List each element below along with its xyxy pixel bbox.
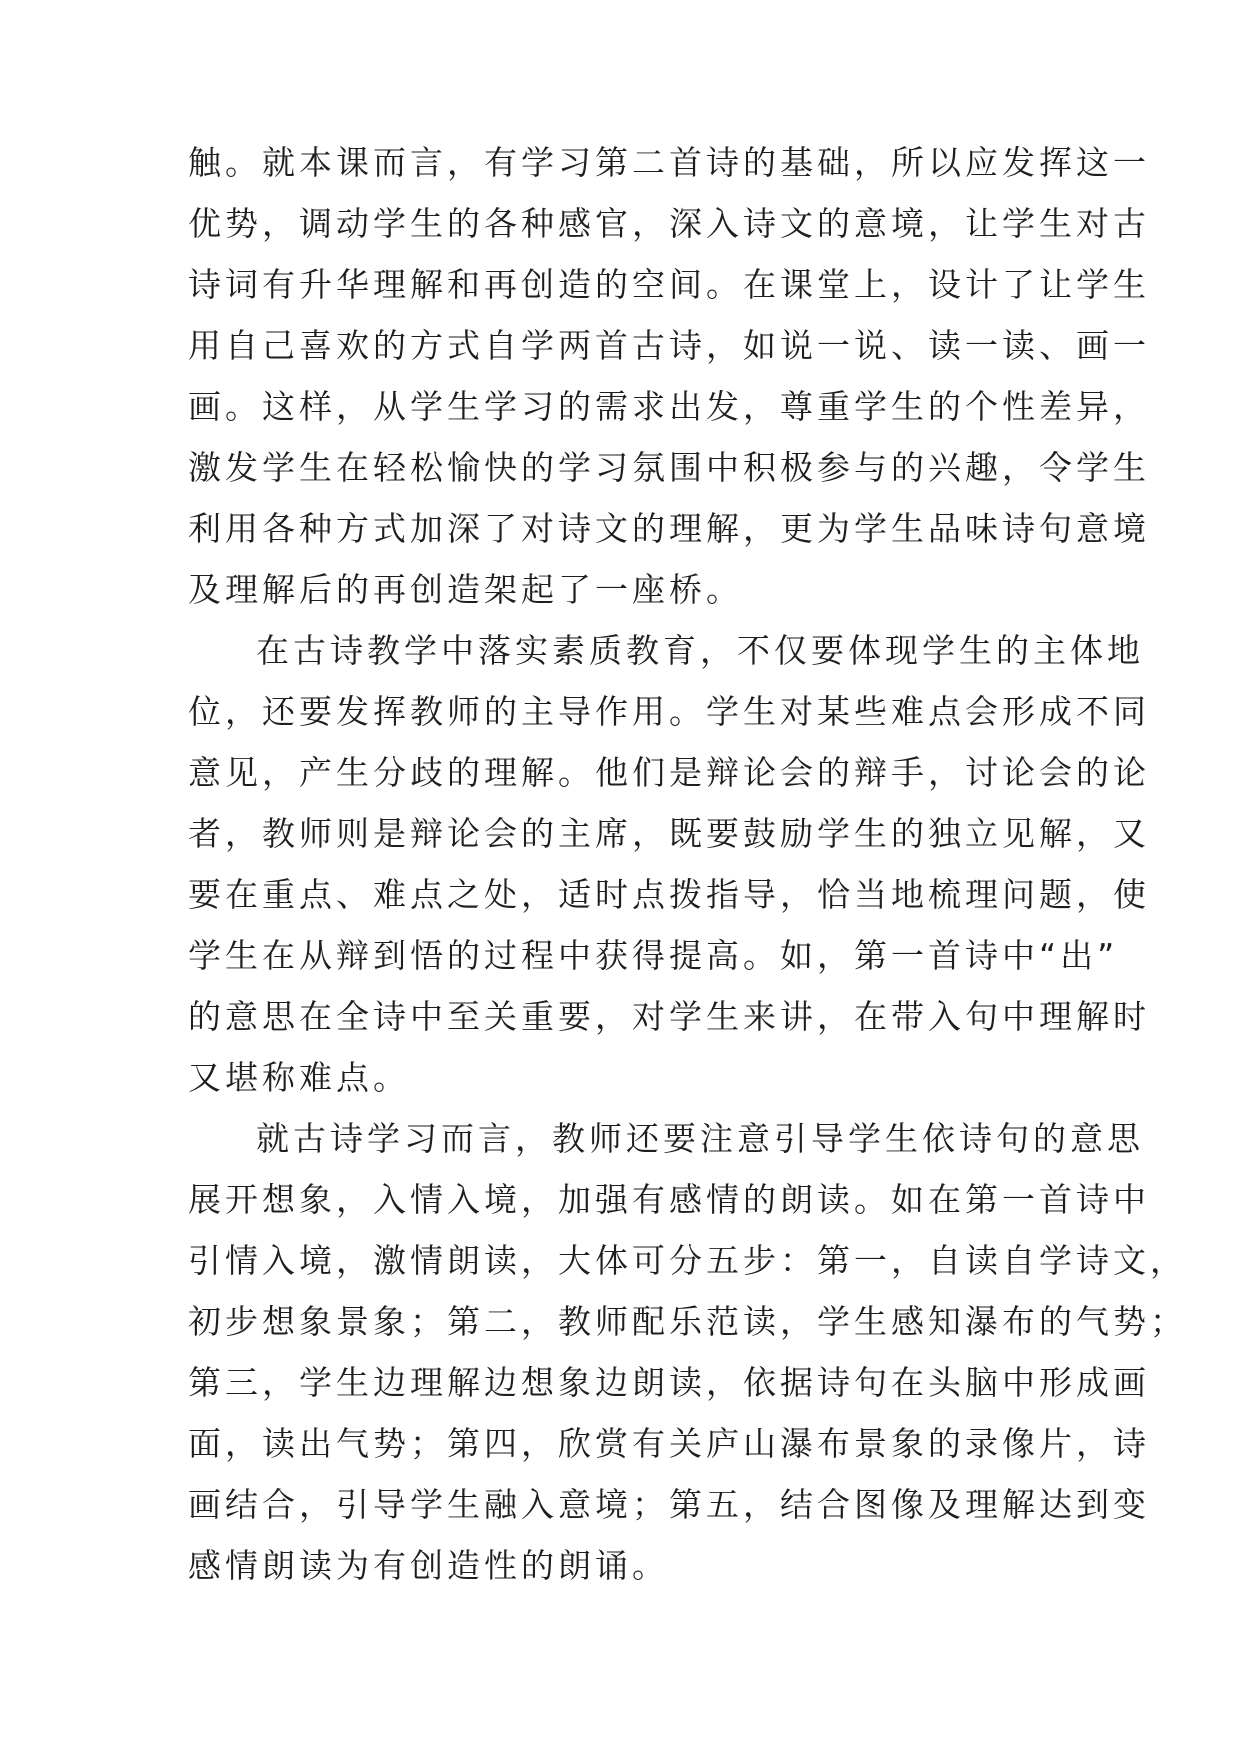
text-line: 优势，调动学生的各种感官，深入诗文的意境，让学生对古 [188, 204, 1150, 243]
text-line: 画。这样，从学生学习的需求出发，尊重学生的个性差异， [188, 387, 1150, 426]
text-line: 用自己喜欢的方式自学两首古诗，如说一说、读一读、画一 [188, 326, 1150, 365]
text-line: 意见，产生分歧的理解。他们是辩论会的辩手，讨论会的论 [188, 753, 1150, 792]
text-line: 就古诗学习而言，教师还要注意引导学生依诗句的意思 [256, 1119, 1144, 1158]
text-line: 感情朗读为有创造性的朗诵。 [188, 1546, 669, 1585]
text-line: 展开想象，入情入境，加强有感情的朗读。如在第一首诗中 [188, 1180, 1150, 1219]
text-line: 要在重点、难点之处，适时点拨指导，恰当地梳理问题，使 [188, 875, 1150, 914]
text-line: 及理解后的再创造架起了一座桥。 [188, 570, 743, 609]
text-line: 激发学生在轻松愉快的学习氛围中积极参与的兴趣，令学生 [188, 448, 1150, 487]
paragraph [188, 620, 1150, 1108]
text-line: 又堪称难点。 [188, 1058, 410, 1097]
text-line: 画结合，引导学生融入意境；第五，结合图像及理解达到变 [188, 1485, 1150, 1524]
text-line: 引情入境，激情朗读，大体可分五步：第一，自读自学诗文， [188, 1241, 1187, 1280]
text-line: 者，教师则是辩论会的主席，既要鼓励学生的独立见解，又 [188, 814, 1150, 853]
text-line: 初步想象景象；第二，教师配乐范读，学生感知瀑布的气势； [188, 1302, 1187, 1341]
text-line: 第三，学生边理解边想象边朗读，依据诗句在头脑中形成画 [188, 1363, 1150, 1402]
text-line: 诗词有升华理解和再创造的空间。在课堂上，设计了让学生 [188, 265, 1150, 304]
text-line: 面，读出气势；第四，欣赏有关庐山瀑布景象的录像片，诗 [188, 1424, 1150, 1463]
paragraph [188, 132, 1150, 620]
text-line: 触。就本课而言，有学习第二首诗的基础，所以应发挥这一 [188, 143, 1150, 182]
text-line: 位，还要发挥教师的主导作用。学生对某些难点会形成不同 [188, 692, 1150, 731]
text-line: 学生在从辩到悟的过程中获得提高。如，第一首诗中“出” [188, 936, 1119, 975]
text-line: 的意思在全诗中至关重要，对学生来讲，在带入句中理解时 [188, 997, 1150, 1036]
text-line: 利用各种方式加深了对诗文的理解，更为学生品味诗句意境 [188, 509, 1150, 548]
body-text [188, 132, 1187, 1596]
text-line: 在古诗教学中落实素质教育，不仅要体现学生的主体地 [256, 631, 1144, 670]
paragraph [188, 1108, 1187, 1596]
